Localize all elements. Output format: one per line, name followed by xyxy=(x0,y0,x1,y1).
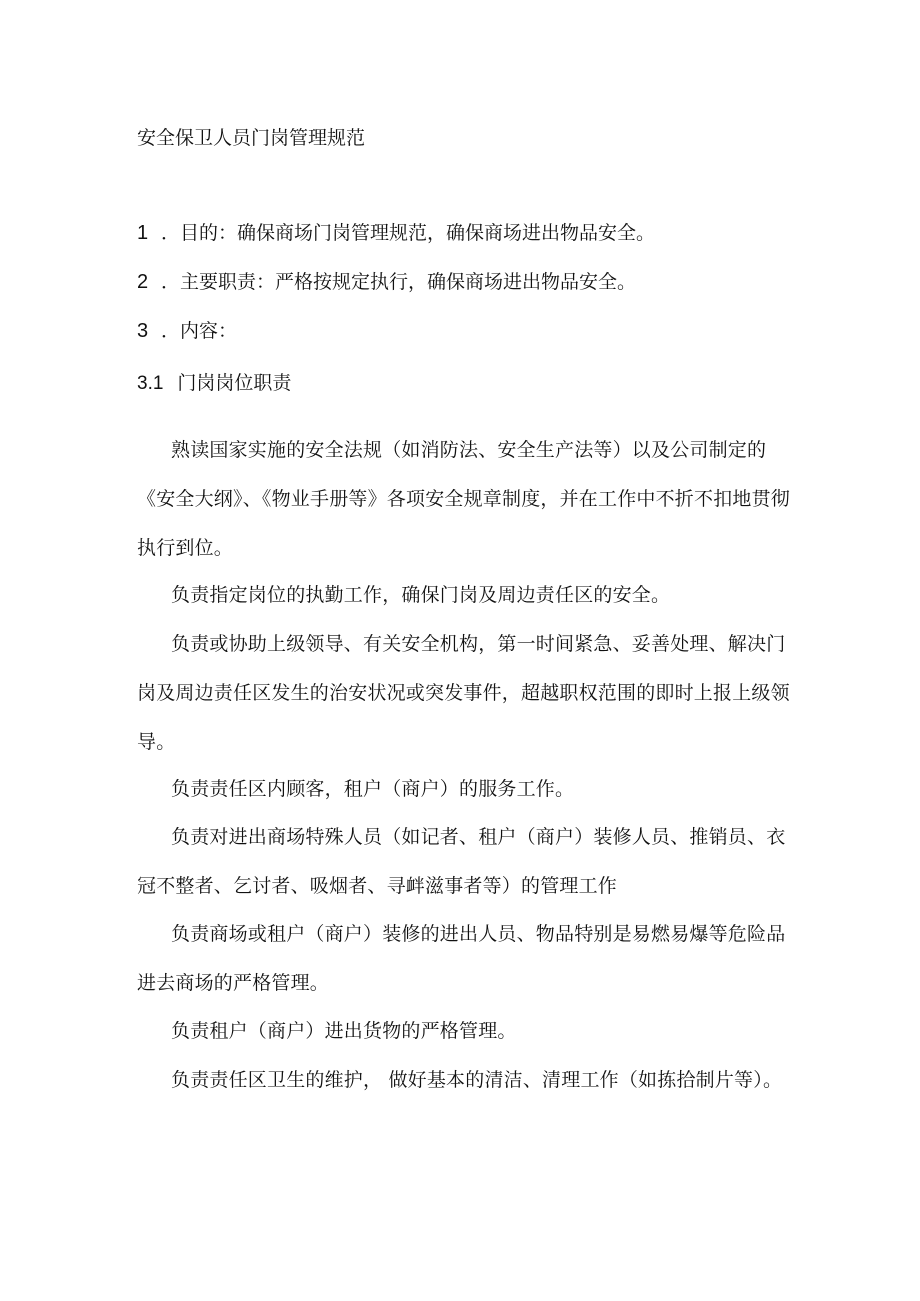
paragraph: 熟读国家实施的安全法规（如消防法、安全生产法等）以及公司制定的《安全大纲》、《物业手册等》各项安全规章制度，并在工作中不折不扣地贯彻执行到位。 xyxy=(137,439,791,559)
list-item-number: 1 xyxy=(137,222,149,244)
list-item-number: 3 xyxy=(137,320,149,342)
list-item-purpose xyxy=(137,219,655,247)
paragraph: 负责租户（商户）进出货物的严格管理。 xyxy=(171,1020,517,1042)
paragraph: 负责指定岗位的执勤工作，确保门岗及周边责任区的安全。 xyxy=(171,584,671,606)
paragraph: 负责或协助上级领导、有关安全机构，第一时间紧急、妥善处理、解决门岗及周边责任区发生的治安状况或突发事件，超越职权范围的即时上报上级领导。 xyxy=(137,633,790,753)
paragraph: 负责责任区卫生的维护， 做好基本的清洁、清理工作（如拣拾制片等）。 xyxy=(171,1069,783,1091)
list-item-number: 2 xyxy=(137,271,149,293)
document-title: 安全保卫人员门岗管理规范 xyxy=(137,127,366,149)
section-heading xyxy=(137,369,291,398)
list-item-content xyxy=(137,317,237,345)
list-item-text: ．内容： xyxy=(161,320,238,342)
paragraph: 负责商场或租户（商户）装修的进出人员、物品特别是易燃易爆等危险品进去商场的严格管理。 xyxy=(137,923,786,994)
list-item-text: ．目的：确保商场门岗管理规范，确保商场进出物品安全。 xyxy=(161,222,656,244)
paragraph: 负责责任区内顾客，租户（商户）的服务工作。 xyxy=(171,778,575,800)
list-item-responsibility xyxy=(137,268,636,296)
section-title: 门岗岗位职责 xyxy=(177,372,292,394)
section-number: 3.1 xyxy=(137,373,164,394)
paragraph: 负责对进出商场特殊人员（如记者、租户（商户）装修人员、推销员、衣冠不整者、乞讨者、吸烟者、寻衅滋事者等）的管理工作 xyxy=(137,826,786,897)
list-item-text: ．主要职责：严格按规定执行，确保商场进出物品安全。 xyxy=(161,271,637,293)
